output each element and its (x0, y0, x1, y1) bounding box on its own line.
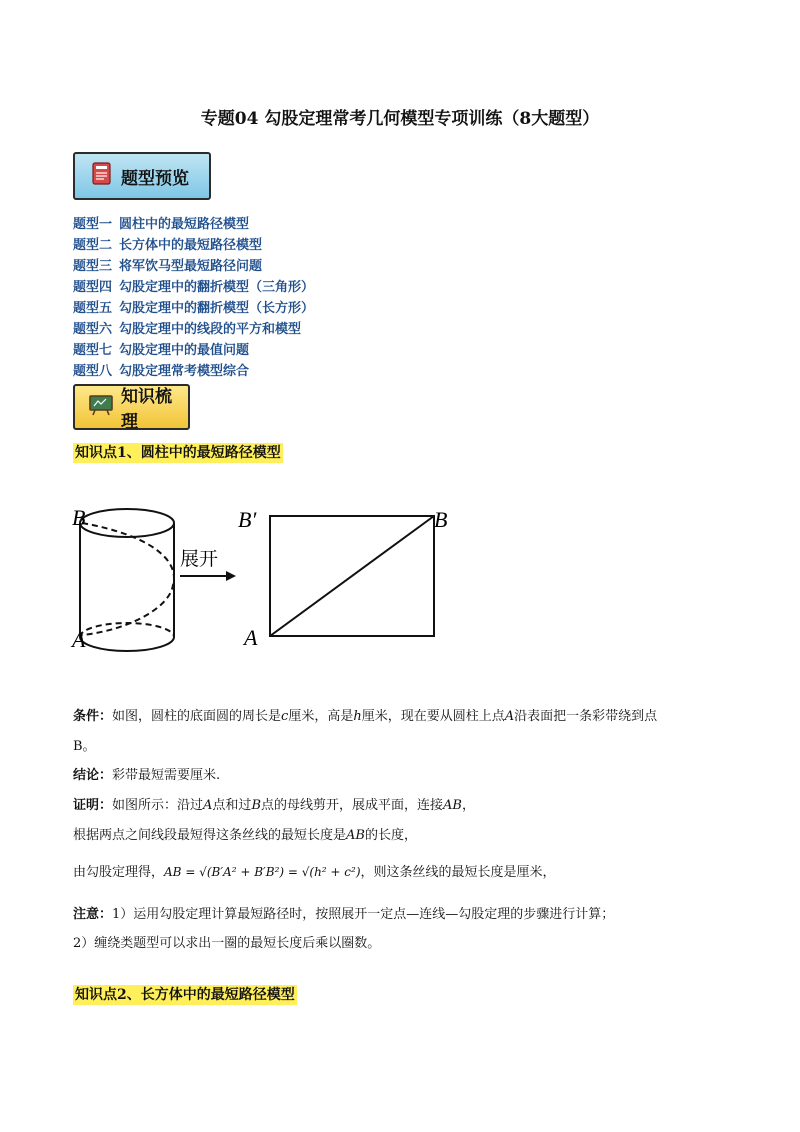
banner-knowledge-label: 知识梳理 (121, 387, 172, 432)
note-line-2: 2）缠绕类题型可以求出一圈的最短长度后乘以圈数。 (73, 936, 381, 951)
rect-top-left-label: B′ (238, 507, 257, 532)
condition-label: 条件： (73, 709, 113, 724)
note-paragraph: 注意：1）运用勾股定理计算最短路径时，按照展开一定点—连线—勾股定理的步骤进行计算； (73, 907, 615, 922)
cylinder-bottom-label: A (72, 627, 86, 652)
list-item[interactable]: 题型一 圆柱中的最短路径模型 (73, 217, 250, 232)
unfolded-rectangle (238, 507, 447, 650)
proof-paragraph: 证明：如图所示：沿过A点和过B点的母线剪开，展成平面，连接AB， (73, 798, 475, 813)
cylinder-top-label: B (72, 505, 86, 530)
unfold-arrow-label: 展开 (180, 548, 219, 570)
proof-line-2: 根据两点之间线段最短得这条丝线的最短长度是AB的长度， (73, 828, 417, 843)
conclusion-paragraph: 结论：彩带最短需要厘米. (73, 768, 221, 783)
rect-bottom-left-label: A (244, 625, 258, 650)
page-title: 专题04 勾股定理常考几何模型专项训练（8大题型） (200, 109, 600, 129)
proof-label: 证明： (73, 798, 113, 813)
list-item[interactable]: 题型八 勾股定理常考模型综合 (73, 364, 250, 379)
knowledge-point-1-heading: 知识点1、圆柱中的最短路径模型 (75, 445, 281, 461)
proof-line-3: 由勾股定理得，AB = √(B′A² + B′B²) = √(h² + c²)，则这条丝线的最短长度是厘米， (73, 865, 556, 880)
cylinder-unfold-figure (60, 495, 480, 660)
list-item[interactable]: 题型四 勾股定理中的翻折模型（三角形） (73, 280, 315, 295)
cylinder-diagram (70, 505, 174, 652)
section-banner-preview (73, 152, 211, 200)
conclusion-label: 结论： (73, 768, 113, 783)
section-banner-knowledge (73, 384, 190, 430)
condition-paragraph: 条件：如图，圆柱的底面圆的周长是c厘米，高是h厘米，现在要从圆柱上点A沿表面把一条彩带绕到点 (73, 709, 658, 724)
pythagorean-formula: AB = √(B′A² + B′B²) = √(h² + c²) (164, 865, 361, 879)
list-item[interactable]: 题型五 勾股定理中的翻折模型（长方形） (73, 301, 315, 316)
blackboard-icon (89, 394, 113, 420)
list-item[interactable]: 题型七 勾股定理中的最值问题 (73, 343, 250, 358)
rect-top-right-label: B (434, 507, 448, 532)
condition-paragraph-continued: B。 (73, 739, 96, 754)
unfold-arrow (180, 548, 236, 581)
banner-preview-label: 题型预览 (121, 168, 189, 189)
list-item[interactable]: 题型六 勾股定理中的线段的平方和模型 (73, 322, 302, 337)
list-item[interactable]: 题型二 长方体中的最短路径模型 (73, 238, 263, 253)
knowledge-point-2-heading: 知识点2、长方体中的最短路径模型 (75, 987, 295, 1003)
question-type-list (73, 214, 314, 382)
list-item[interactable]: 题型三 将军饮马型最短路径问题 (73, 259, 263, 274)
note-label: 注意： (73, 907, 113, 922)
book-icon (91, 162, 113, 190)
